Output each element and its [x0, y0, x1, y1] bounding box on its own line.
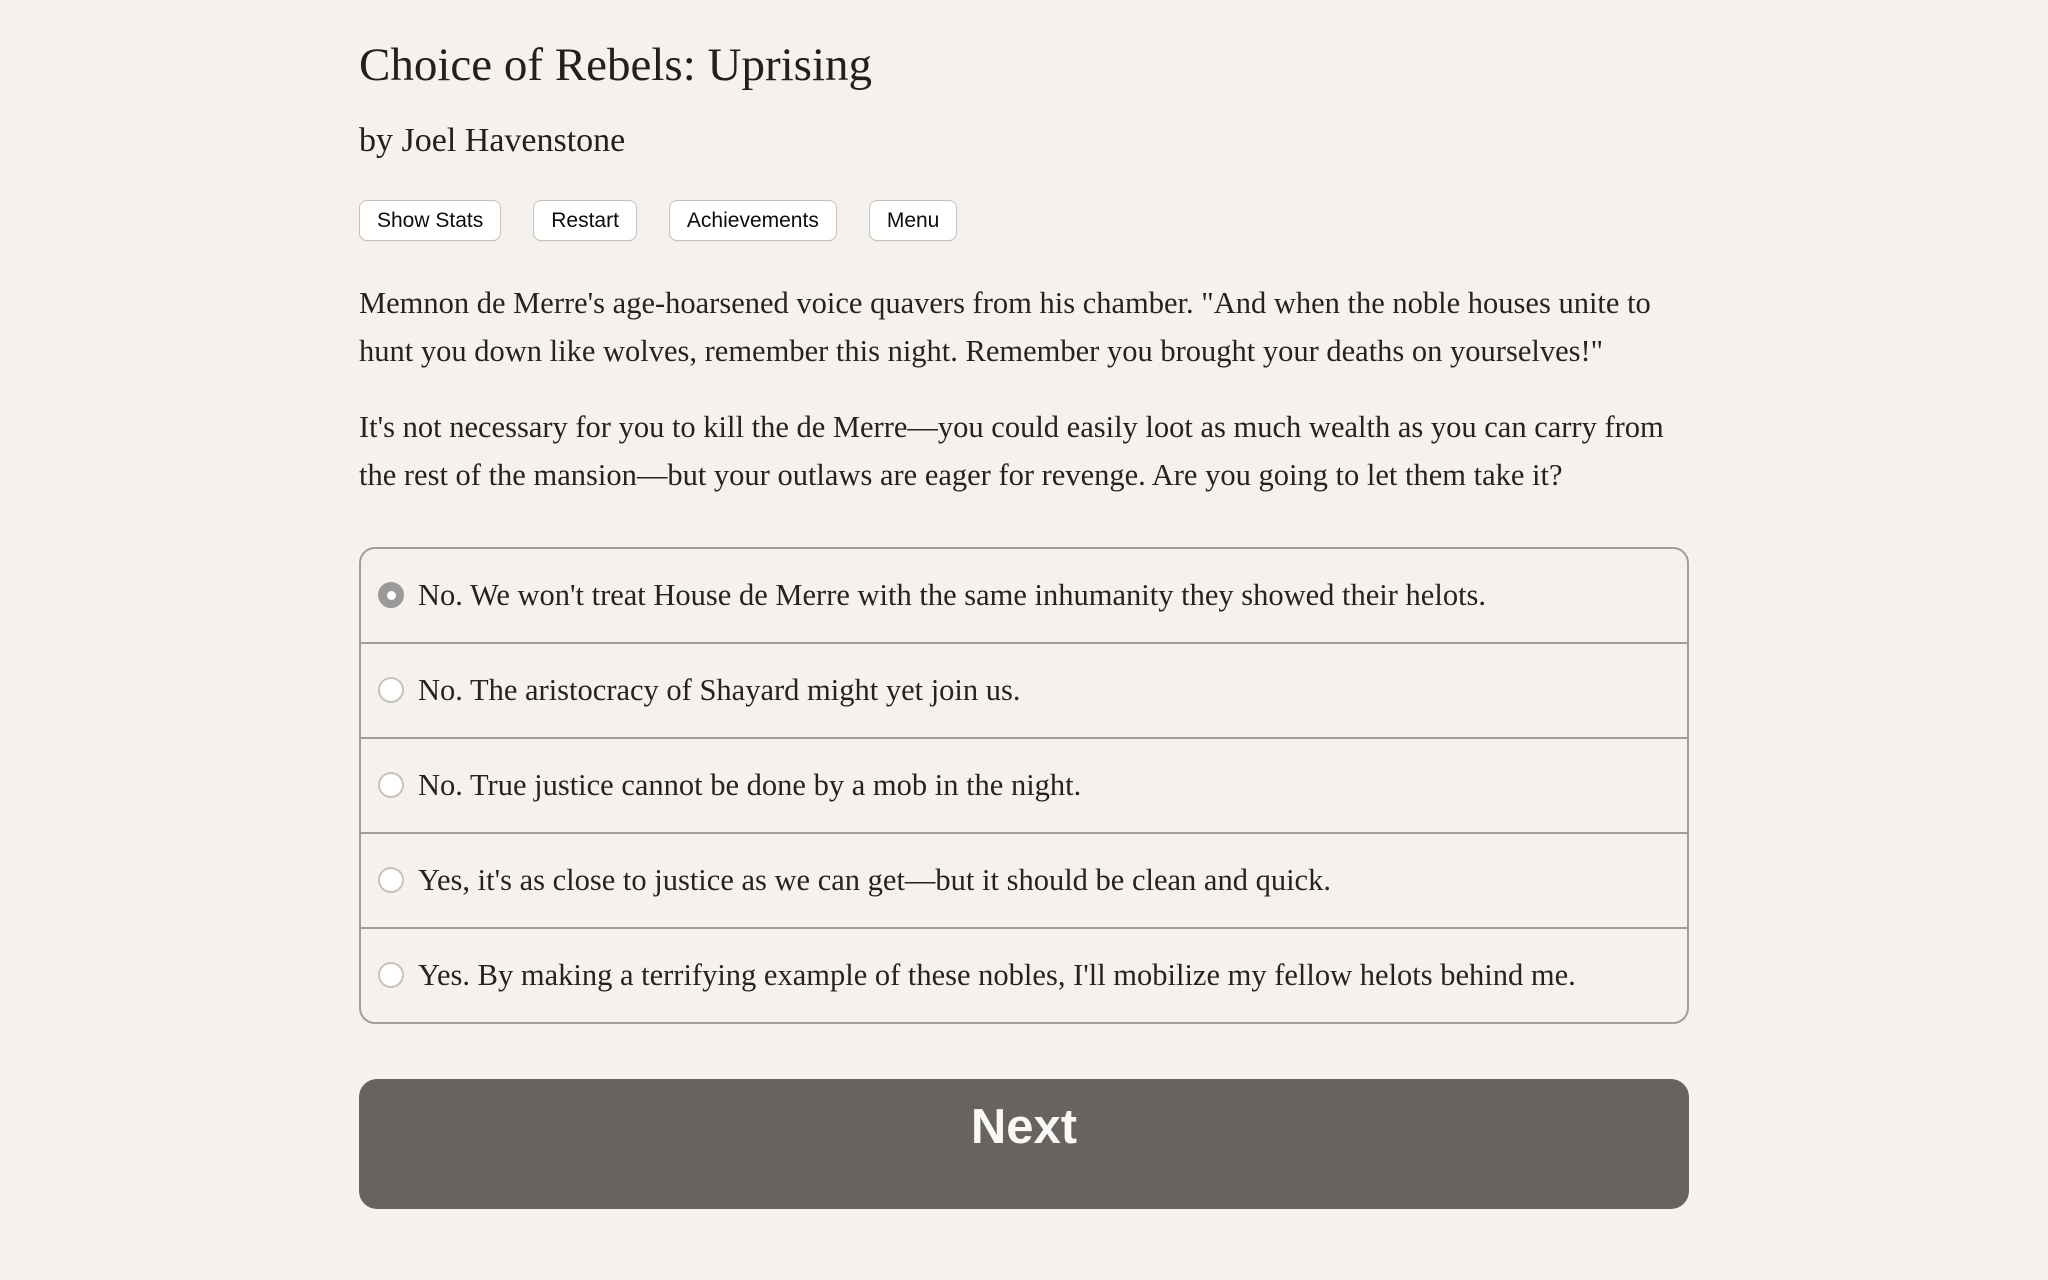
toolbar — [359, 200, 1689, 241]
choice-option-3[interactable] — [361, 737, 1687, 832]
show-stats-button[interactable]: Show Stats — [359, 200, 501, 241]
radio-button-icon[interactable] — [378, 677, 404, 703]
choice-label: Yes. By making a terrifying example of these nobles, I'll mobilize my fellow helots behind me. — [418, 958, 1576, 993]
choice-label: No. The aristocracy of Shayard might yet join us. — [418, 673, 1021, 708]
restart-button[interactable]: Restart — [533, 200, 637, 241]
next-button[interactable] — [359, 1079, 1689, 1209]
choice-option-4[interactable] — [361, 832, 1687, 927]
choice-label: No. We won't treat House de Merre with the same inhumanity they showed their helots. — [418, 578, 1487, 613]
choice-label: Yes, it's as close to justice as we can get—but it should be clean and quick. — [418, 863, 1331, 898]
choice-option-1[interactable] — [361, 549, 1687, 642]
page-title: Choice of Rebels: Uprising — [359, 39, 873, 91]
achievements-button[interactable]: Achievements — [669, 200, 837, 241]
author-byline: by Joel Havenstone — [359, 121, 626, 159]
radio-button-icon[interactable] — [378, 867, 404, 893]
story-paragraph: Memnon de Merre's age-hoarsened voice quavers from his chamber. "And when the noble houses unite to hunt you down like wolves, remember this night. Remember you brought your deaths on yourselves!" — [359, 286, 1651, 369]
story-text — [359, 279, 1689, 499]
radio-button-icon[interactable] — [378, 962, 404, 988]
choices-group — [359, 547, 1689, 1024]
choice-option-2[interactable] — [361, 642, 1687, 737]
next-button-label: Next — [970, 1100, 1078, 1155]
choice-option-5[interactable] — [361, 927, 1687, 1022]
radio-button-icon[interactable] — [378, 772, 404, 798]
radio-button-icon[interactable] — [378, 582, 404, 608]
story-paragraph: It's not necessary for you to kill the de Merre—you could easily loot as much wealth as you can carry from the rest of the mansion—but your outlaws are eager for revenge. Are you going to let them take it? — [359, 410, 1664, 493]
menu-button[interactable]: Menu — [869, 200, 958, 241]
page-container — [359, 0, 1689, 1209]
choice-label: No. True justice cannot be done by a mob in the night. — [418, 768, 1082, 803]
